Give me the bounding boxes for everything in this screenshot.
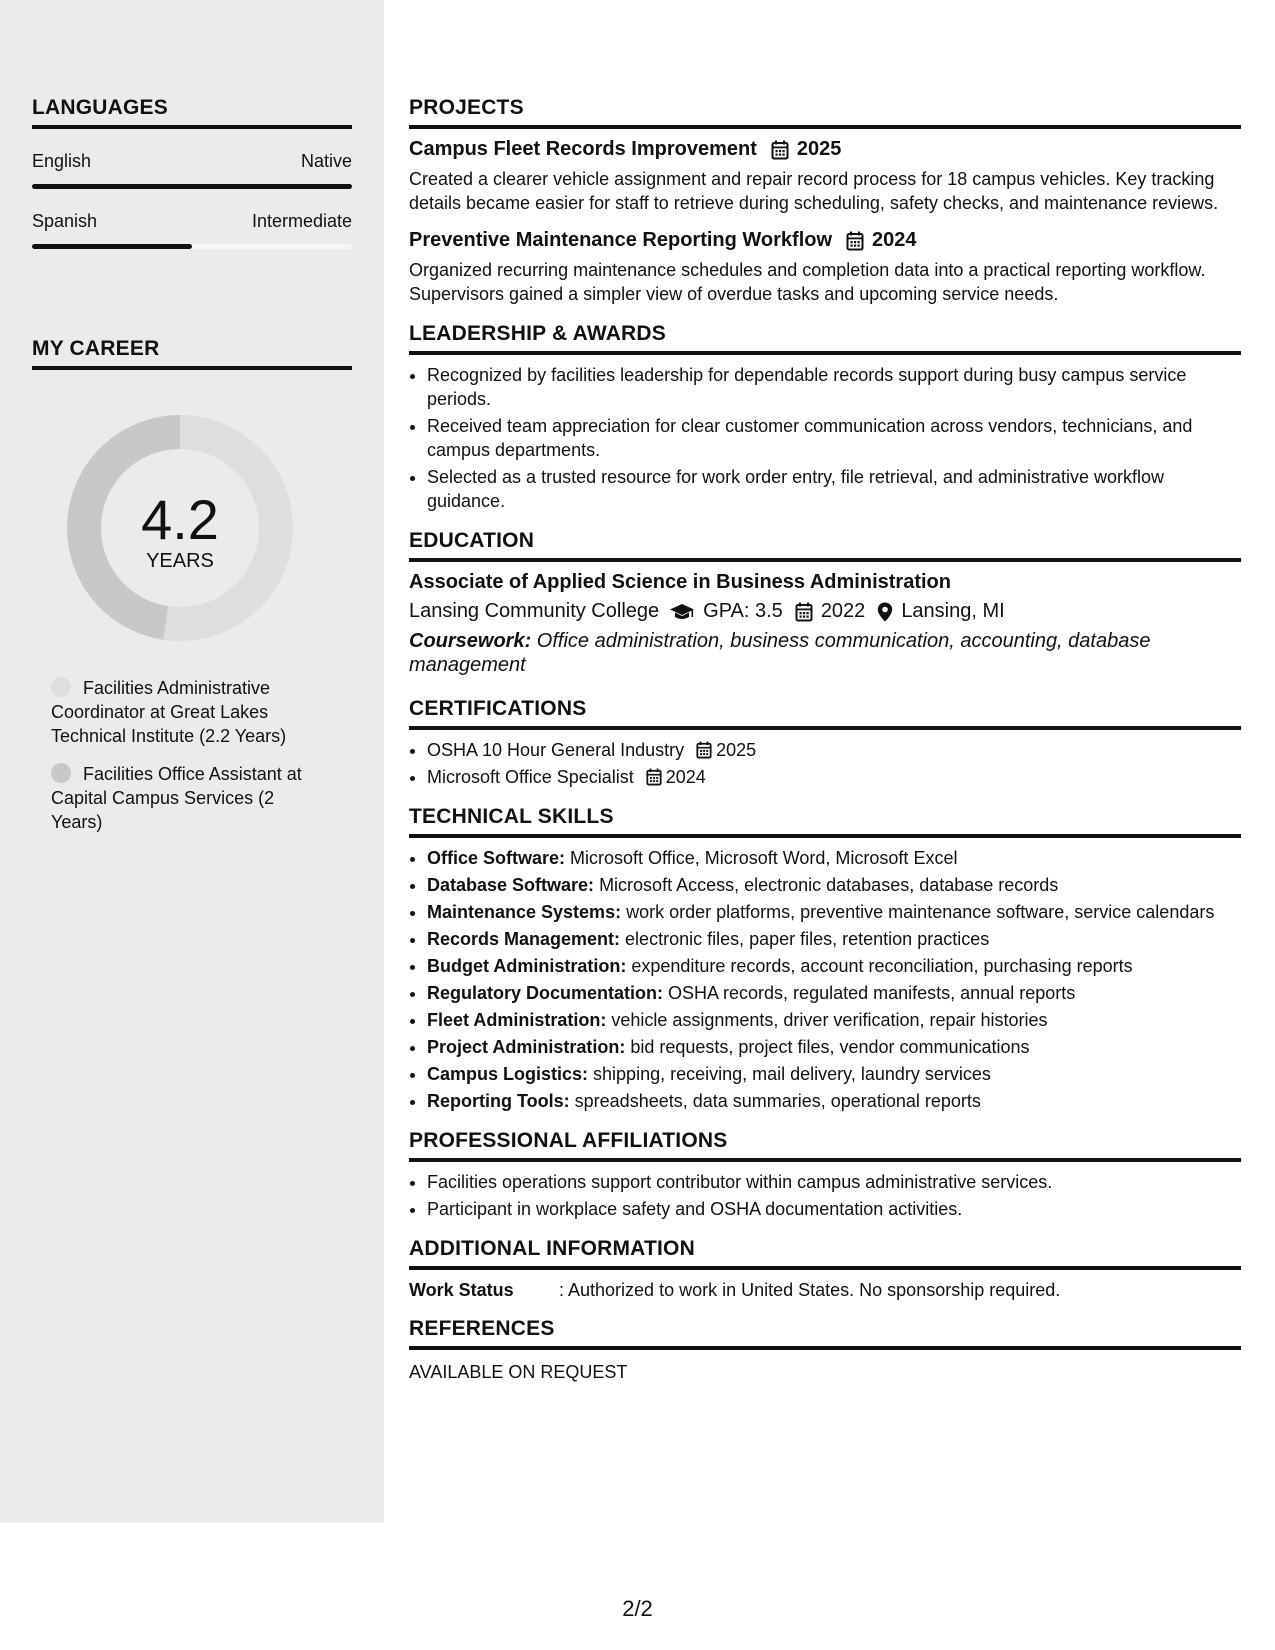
project-year: 2024 — [872, 229, 917, 251]
skill-label: Campus Logistics: — [427, 1064, 589, 1084]
education-section — [409, 529, 1241, 677]
calendar-icon — [771, 140, 789, 160]
list-item — [427, 927, 1241, 951]
skill-label: Project Administration: — [427, 1037, 626, 1057]
certification-name: • Microsoft Office Specialist — [427, 767, 634, 787]
skill-value: Microsoft Access, electronic databases, database records — [594, 875, 1059, 895]
list-item: • Recognized by facilities leadership for dependable records support during busy campus service periods. — [427, 363, 1241, 411]
list-item — [427, 981, 1241, 1005]
list-item: • Participant in workplace safety and OSHA documentation activities. — [427, 1197, 1241, 1221]
list-item — [427, 873, 1241, 897]
projects-title: PROJECTS — [409, 96, 1241, 129]
skill-value: Microsoft Office, Microsoft Word, Microsoft Excel — [565, 848, 958, 868]
language-bar — [32, 244, 352, 249]
degree: Associate of Applied Science in Business Administration — [409, 571, 951, 593]
references-section — [409, 1317, 1241, 1384]
career-item-text: Facilities Administrative Coordinator at Great Lakes Technical Institute (2.2 Years) — [51, 678, 287, 746]
leadership-section — [409, 322, 1241, 513]
skill-value: bid requests, project files, vendor communications — [625, 1037, 1030, 1057]
project-description: Created a clearer vehicle assignment and repair record process for 18 campus vehicles. Key tracking details became easier for staff to retrieve during scheduling, safety checks, and maintenance reviews. — [409, 169, 1219, 213]
list-item — [427, 1089, 1241, 1113]
skill-value: vehicle assignments, driver verification, repair histories — [606, 1010, 1048, 1030]
calendar-icon — [846, 231, 864, 251]
language-item — [32, 151, 352, 189]
references-text: AVAILABLE ON REQUEST — [409, 1362, 628, 1382]
main-content — [409, 96, 1241, 1396]
work-status-key: Work Status — [409, 1280, 514, 1300]
school-name: Lansing Community College — [409, 600, 660, 622]
list-item — [427, 1008, 1241, 1032]
list-item — [427, 900, 1241, 924]
certification-year: 2024 — [665, 767, 706, 787]
career-legend-dot — [51, 763, 71, 783]
career-donut — [67, 415, 293, 641]
list-item — [427, 765, 1241, 789]
skills-title: TECHNICAL SKILLS — [409, 805, 1241, 838]
map-pin-icon — [877, 602, 893, 622]
project-name: Campus Fleet Records Improvement — [409, 138, 757, 160]
career-title: MY CAREER — [32, 337, 352, 370]
education-details — [409, 600, 1241, 623]
project-heading — [409, 138, 1241, 161]
skill-label: Regulatory Documentation: — [427, 983, 664, 1003]
coursework-label: Coursework: — [409, 630, 532, 652]
skill-label: Records Management: — [427, 929, 621, 949]
coursework — [409, 629, 1241, 677]
language-bar — [32, 184, 352, 189]
skill-value: work order platforms, preventive maintenance software, service calendars — [621, 902, 1215, 922]
career-years-label: YEARS — [146, 550, 214, 572]
skill-label: Maintenance Systems: — [427, 902, 622, 922]
certifications-section — [409, 697, 1241, 789]
language-name: Spanish — [32, 211, 98, 231]
skills-section — [409, 805, 1241, 1113]
additional-title: ADDITIONAL INFORMATION — [409, 1237, 1241, 1270]
certification-year: 2025 — [716, 740, 757, 760]
languages-title: LANGUAGES — [32, 96, 352, 129]
language-bar-fill — [32, 184, 352, 189]
references-title: REFERENCES — [409, 1317, 1241, 1350]
calendar-icon — [646, 768, 662, 786]
project-heading — [409, 229, 1241, 252]
skill-value: spreadsheets, data summaries, operational reports — [569, 1091, 981, 1111]
career-item-text: Facilities Office Assistant at Capital Campus Services (2 Years) — [51, 764, 302, 832]
location: Lansing, MI — [901, 600, 1005, 622]
career-years-value: 4.2 — [141, 488, 219, 551]
skill-value: expenditure records, account reconciliation, purchasing reports — [626, 956, 1133, 976]
work-status-value: : Authorized to work in United States. No sponsorship required. — [559, 1280, 1061, 1300]
language-name: English — [32, 151, 92, 171]
graduation-year: 2022 — [820, 600, 866, 622]
certifications-title: CERTIFICATIONS — [409, 697, 1241, 730]
education-title: EDUCATION — [409, 529, 1241, 562]
list-item — [427, 738, 1241, 762]
career-item — [51, 762, 321, 834]
list-item: • Facilities operations support contributor within campus administrative services. — [427, 1170, 1241, 1194]
project-year: 2025 — [796, 138, 842, 160]
list-item: • Received team appreciation for clear customer communication across vendors, technicians, and campus departments. — [427, 414, 1241, 462]
additional-section — [409, 1237, 1241, 1301]
affiliations-section — [409, 1129, 1241, 1221]
list-item — [427, 846, 1241, 870]
career-legend-dot — [51, 677, 71, 697]
skill-value: shipping, receiving, mail delivery, laundry services — [588, 1064, 991, 1084]
sidebar — [0, 0, 384, 1523]
gpa: GPA: 3.5 — [703, 600, 783, 622]
languages-section — [32, 96, 352, 249]
affiliations-title: PROFESSIONAL AFFILIATIONS — [409, 1129, 1241, 1162]
list-item — [427, 1062, 1241, 1086]
skill-value: OSHA records, regulated manifests, annual reports — [663, 983, 1076, 1003]
project-description: Organized recurring maintenance schedules and completion data into a practical reporting workflow. Supervisors gained a simpler view of overdue tasks and upcoming service needs. — [409, 260, 1206, 304]
skill-label: Database Software: — [427, 875, 595, 895]
work-status-row — [409, 1280, 1241, 1301]
list-item: • Selected as a trusted resource for work order entry, file retrieval, and administrative workflow guidance. — [427, 465, 1241, 513]
calendar-icon — [795, 602, 813, 622]
skill-label: Reporting Tools: — [427, 1091, 570, 1111]
coursework-text: Office administration, business communication, accounting, database management — [409, 630, 1151, 676]
calendar-icon — [696, 741, 712, 759]
list-item — [427, 1035, 1241, 1059]
language-bar-fill — [32, 244, 192, 249]
certification-name: • OSHA 10 Hour General Industry — [427, 740, 685, 760]
skill-value: electronic files, paper files, retention practices — [620, 929, 990, 949]
projects-section — [409, 96, 1241, 306]
language-level: Native — [300, 151, 352, 171]
language-item — [32, 211, 352, 249]
list-item — [427, 954, 1241, 978]
graduation-cap-icon — [669, 603, 695, 621]
skill-label: Budget Administration: — [427, 956, 627, 976]
leadership-title: LEADERSHIP & AWARDS — [409, 322, 1241, 355]
career-section — [32, 337, 352, 370]
page-number: 2/2 — [622, 1596, 653, 1621]
skill-label: Office Software: — [427, 848, 566, 868]
skill-label: Fleet Administration: — [427, 1010, 607, 1030]
project-name: Preventive Maintenance Reporting Workflow — [409, 229, 833, 251]
language-level: Intermediate — [251, 211, 352, 231]
career-item — [51, 676, 321, 748]
